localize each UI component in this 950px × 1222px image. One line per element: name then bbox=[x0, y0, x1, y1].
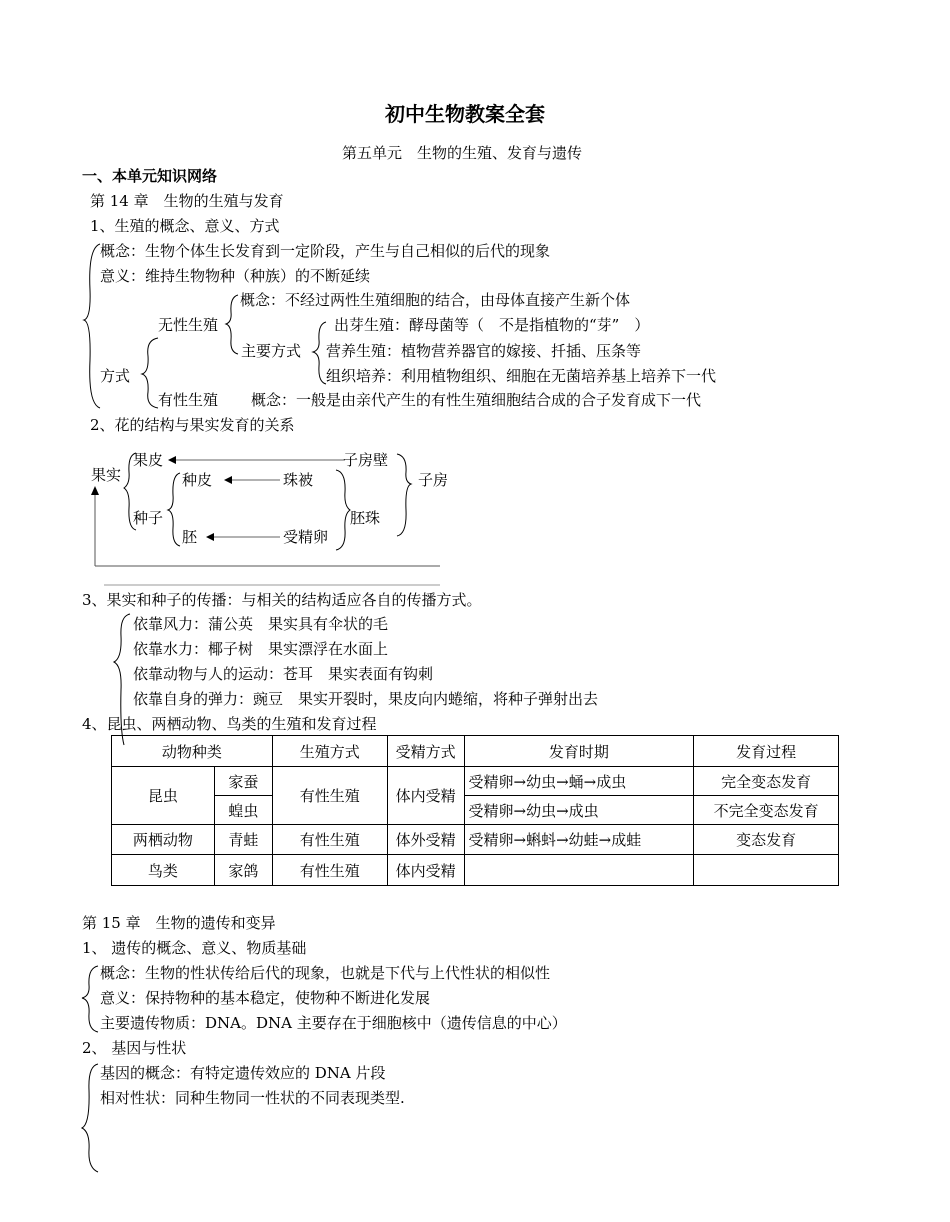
header-stages: 发育时期 bbox=[464, 736, 694, 767]
point-2-heading: 2、花的结构与果实发育的关系 bbox=[90, 416, 295, 434]
dispersal-animal: 依靠动物与人的运动：苍耳 果实表面有钩刺 bbox=[133, 665, 434, 683]
cell-empty bbox=[464, 855, 694, 886]
cell-meta: 变态发育 bbox=[694, 825, 839, 855]
sexual-label: 有性生殖 bbox=[158, 391, 219, 409]
cell-frog-stage: 受精卵→蝌蚪→幼蛙→成蛙 bbox=[464, 825, 694, 855]
table-row bbox=[112, 767, 839, 796]
point-3-heading: 3、果实和种子的传播：与相关的结构适应各自的传播方式。 bbox=[82, 591, 482, 609]
seed-label: 种子 bbox=[133, 509, 164, 527]
cell-pigeon: 家鸽 bbox=[214, 855, 272, 886]
gene-trait-heading: 2、 基因与性状 bbox=[82, 1039, 187, 1057]
fruit-label: 果实 bbox=[91, 466, 122, 484]
dispersal-wind: 依靠风力：蒲公英 果实具有伞状的毛 bbox=[133, 615, 389, 633]
table-row bbox=[112, 825, 839, 855]
cell-empty bbox=[694, 855, 839, 886]
tissue-culture-text: 组织培养：利用植物组织、细胞在无菌培养基上培养下一代 bbox=[326, 367, 717, 385]
table-header-row bbox=[112, 736, 839, 767]
ovule-label: 胚珠 bbox=[350, 509, 381, 527]
cell-sexual: 有性生殖 bbox=[272, 767, 387, 825]
gene-concept: 基因的概念：有特定遗传效应的 DNA 片段 bbox=[100, 1064, 386, 1082]
pericarp-label: 果皮 bbox=[133, 451, 164, 469]
embryo-label: 胚 bbox=[182, 528, 198, 546]
header-animal: 动物种类 bbox=[112, 736, 273, 767]
ovary-label: 子房 bbox=[418, 471, 449, 489]
dispersal-self: 依靠自身的弹力：豌豆 果实开裂时，果皮向内蜷缩，将种子弹射出去 bbox=[133, 690, 599, 708]
cell-frog: 青蛙 bbox=[214, 825, 272, 855]
development-table bbox=[111, 735, 839, 886]
heredity-material: 主要遗传物质：DNA。DNA 主要存在于细胞核中（遗传信息的中心） bbox=[100, 1014, 567, 1032]
integument-label: 珠被 bbox=[283, 471, 314, 489]
ways-label: 方式 bbox=[100, 367, 131, 385]
heredity-concept: 概念：生物的性状传给后代的现象，也就是下代与上代性状的相似性 bbox=[100, 964, 551, 982]
cell-locust: 蝗虫 bbox=[214, 796, 272, 825]
header-fertilization: 受精方式 bbox=[387, 736, 464, 767]
point-4-heading: 4、昆虫、两栖动物、鸟类的生殖和发育过程 bbox=[82, 715, 377, 733]
section-heading: 一、本单元知识网络 bbox=[82, 167, 218, 185]
cell-insect: 昆虫 bbox=[112, 767, 215, 825]
cell-locust-stage: 受精卵→幼虫→成虫 bbox=[464, 796, 694, 825]
vegetative-text: 营养生殖：植物营养器官的嫁接、扦插、压条等 bbox=[326, 342, 642, 360]
chapter-15-heading: 第 15 章 生物的遗传和变异 bbox=[82, 914, 276, 932]
cell-amphibian: 两栖动物 bbox=[112, 825, 215, 855]
cell-internal: 体内受精 bbox=[387, 855, 464, 886]
header-process: 发育过程 bbox=[694, 736, 839, 767]
cell-sexual: 有性生殖 bbox=[272, 825, 387, 855]
unit-subtitle: 第五单元 生物的生殖、发育与遗传 bbox=[342, 144, 583, 162]
cell-external: 体外受精 bbox=[387, 825, 464, 855]
heredity-meaning: 意义：保持物种的基本稳定，使物种不断进化发展 bbox=[100, 989, 431, 1007]
cell-bird: 鸟类 bbox=[112, 855, 215, 886]
dispersal-water: 依靠水力：椰子树 果实漂浮在水面上 bbox=[133, 640, 389, 658]
sexual-concept: 概念：一般是由亲代产生的有性生殖细胞结合成的合子发育成下一代 bbox=[251, 391, 702, 409]
asexual-concept: 概念：不经过两性生殖细胞的结合，由母体直接产生新个体 bbox=[240, 291, 631, 309]
repro-meaning: 意义：维持生物物种（种族）的不断延续 bbox=[100, 267, 371, 285]
cell-sexual: 有性生殖 bbox=[272, 855, 387, 886]
cell-silkworm: 家蚕 bbox=[214, 767, 272, 796]
doc-title: 初中生物教案全套 bbox=[385, 102, 545, 126]
relative-trait: 相对性状：同种生物同一性状的不同表现类型. bbox=[100, 1089, 405, 1107]
main-ways-label: 主要方式 bbox=[241, 342, 302, 360]
budding-text: 出芽生殖：酵母菌等（ 不是指植物的“芽” ） bbox=[334, 316, 650, 334]
seed-coat-label: 种皮 bbox=[182, 471, 213, 489]
chapter-14-heading: 第 14 章 生物的生殖与发育 bbox=[90, 192, 284, 210]
repro-concept: 概念：生物个体生长发育到一定阶段，产生与自己相似的后代的现象 bbox=[100, 242, 551, 260]
heredity-heading: 1、 遗传的概念、意义、物质基础 bbox=[82, 939, 307, 957]
cell-complete: 完全变态发育 bbox=[694, 767, 839, 796]
ovary-wall-label: 子房壁 bbox=[343, 451, 389, 469]
asexual-label: 无性生殖 bbox=[158, 316, 219, 334]
cell-internal: 体内受精 bbox=[387, 767, 464, 825]
fertilized-egg-label: 受精卵 bbox=[283, 528, 329, 546]
table-row bbox=[112, 855, 839, 886]
cell-incomplete: 不完全变态发育 bbox=[694, 796, 839, 825]
cell-silk-stage: 受精卵→幼虫→蛹→成虫 bbox=[464, 767, 694, 796]
header-reproduction: 生殖方式 bbox=[272, 736, 387, 767]
point-1-heading: 1、生殖的概念、意义、方式 bbox=[90, 217, 280, 235]
table-row bbox=[112, 796, 839, 825]
